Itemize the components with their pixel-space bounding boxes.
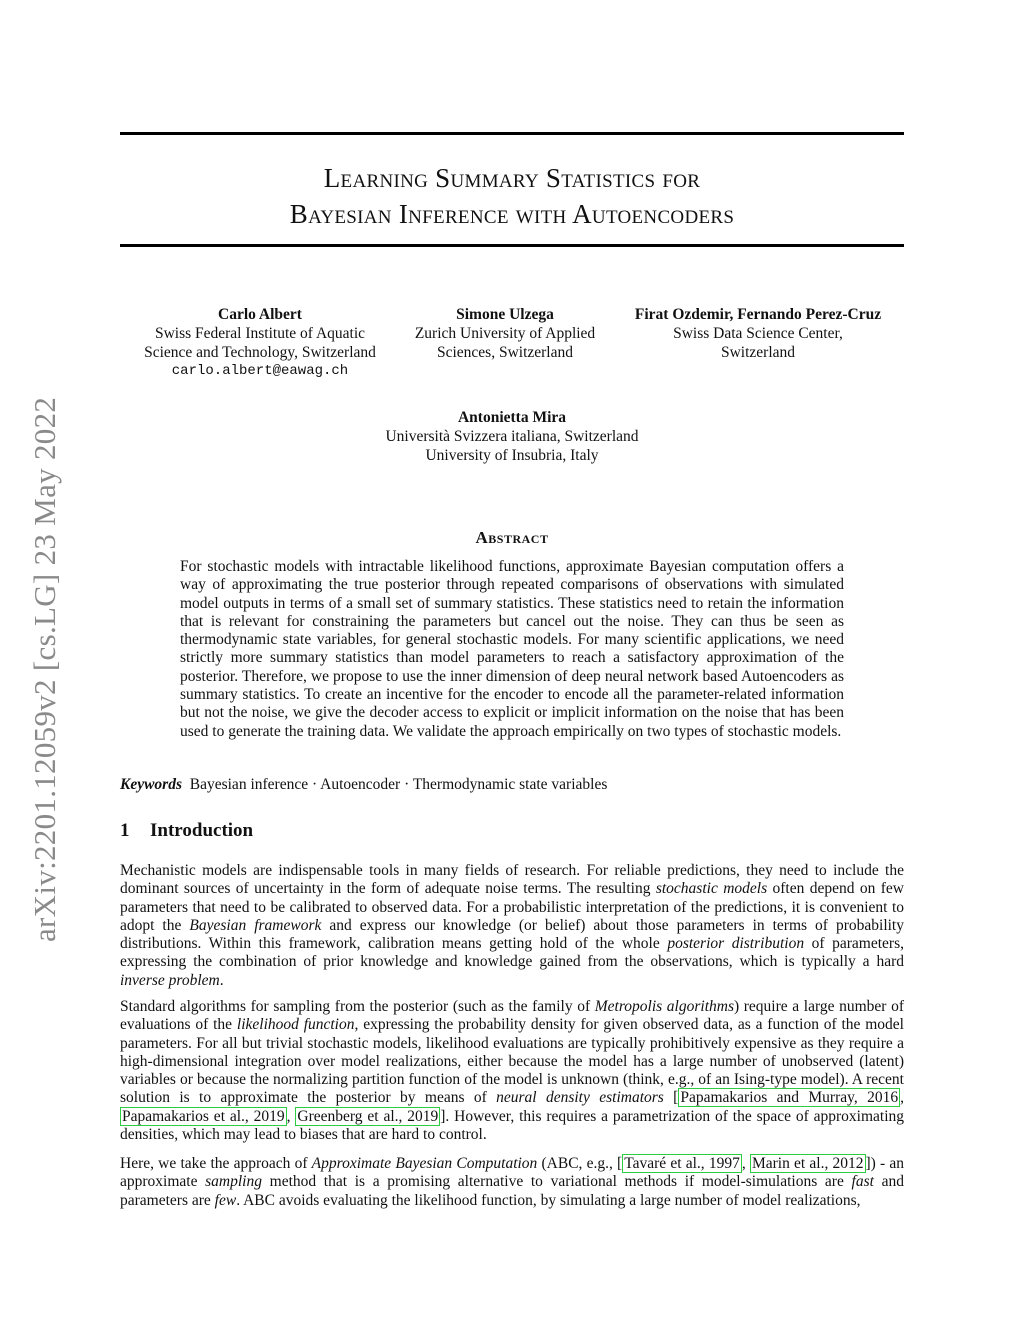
- abstract-text: For stochastic models with intractable likelihood functions, approximate Bayesian computation offers a way of approximating the true posterior through repeated comparisons of observations with simulated model outputs in terms of a small set of summary statistics. These statistics need to retain the information that is relevant for constraining the parameters but cancel out the noise. They can thus be seen as thermodynamic state variables, for general stochastic models. For many scientific applications, we need strictly more summary statistics than model parameters to reach a satisfactory approximation of the posterior. Therefore, we propose to use the inner dimension of deep neural network based Autoencoders as summary statistics. To create an incentive for the encoder to encode all the parameter-related information but not the noise, we give the decoder access to explicit or implicit information on the noise that has been used to generate the training data. We validate the approach empirically on two types of stochastic models.: [180, 558, 844, 740]
- section-heading: [120, 820, 253, 842]
- intro-paragraph-1: Mechanistic models are indispensable tools in many fields of research. For reliable predictions, they need to include the dominant sources of uncertainty in the form of adequate noise terms. The resulting stochastic models often depend on few parameters that need to be calibrated to observed data. For a probabilistic interpretation of the predictions, it is convenient to adopt the Bayesian framework and express our knowledge (or belief) about those parameters in terms of probability distributions. Within this framework, calibration means getting hold of the whole posterior distribution of parameters, expressing the combination of prior knowledge and knowledge gained from the observations, which is typically a hard inverse problem.: [120, 862, 904, 989]
- author-affiliation: Sciences, Switzerland: [436, 344, 573, 361]
- title-line-2: Bayesian Inference with Autoencoders: [289, 199, 735, 229]
- title-bottom-rule: [120, 244, 904, 247]
- author-name: Firat Ozdemir, Fernando Perez-Cruz: [634, 306, 882, 323]
- author-affiliation: Science and Technology, Switzerland: [144, 344, 376, 361]
- author-affiliation: Università Svizzera italiana, Switzerland: [385, 428, 639, 445]
- author-block-3: [618, 305, 898, 362]
- paper-title: [120, 160, 904, 232]
- author-affiliation: Swiss Data Science Center,: [673, 325, 843, 342]
- author-name: Antonietta Mira: [457, 409, 567, 426]
- author-name: Carlo Albert: [218, 306, 302, 323]
- author-block-1: [130, 305, 390, 381]
- citation-link[interactable]: Marin et al., 2012: [751, 1155, 864, 1172]
- author-name: Simone Ulzega: [456, 306, 554, 323]
- keywords-label: Keywords: [120, 776, 182, 793]
- author-block-4: [312, 408, 712, 465]
- author-affiliation: University of Insubria, Italy: [425, 447, 599, 464]
- citation-link[interactable]: Greenberg et al., 2019: [297, 1107, 439, 1125]
- author-email[interactable]: carlo.albert@eawag.ch: [171, 363, 349, 379]
- author-affiliation: Zurich University of Applied: [414, 325, 596, 342]
- abstract-heading: Abstract: [475, 528, 549, 547]
- author-block-2: [395, 305, 615, 362]
- section-number: 1: [120, 820, 130, 841]
- title-line-1: Learning Summary Statistics for: [323, 163, 701, 193]
- keywords-text: Bayesian inference · Autoencoder · Thermodynamic state variables: [189, 776, 608, 793]
- arxiv-identifier: arXiv:2201.12059v2 [cs.LG] 23 May 2022: [27, 396, 62, 942]
- intro-paragraph-3: Here, we take the approach of Approximate Bayesian Computation (ABC, e.g., [ Tavaré et al., 1997 , Marin et al., 2012 ]) - an approximate sampling method that is a promising alternative to variational methods if model-simulations are fast and parameters are few. ABC avoids evaluating the likelihood function, by simulating a large number of model realizations,: [120, 1155, 905, 1209]
- keywords-line: [120, 776, 904, 794]
- citation-link[interactable]: Tavaré et al., 1997: [624, 1155, 740, 1172]
- title-top-rule: [120, 132, 904, 135]
- intro-paragraph-2: Standard algorithms for sampling from the posterior (such as the family of Metropolis algorithms) require a large number of evaluations of the likelihood function, expressing the probability density for given observed data, as a function of the model parameters. For all but trivial stochastic models, likelihood evaluations are typically prohibitively expensive as they require a high-dimensional integration over model realizations, either because the model has a large number of unobserved (latent) variables or because the normalizing partition function of the model is unknown (think, e.g., of an Ising-type model). A recent solution is to approximate the posterior by means of neural density estimators [ Papamakarios and Murray, 2016 , Papamakarios et al., 2019 , Greenberg et al., 2019 ]. However, this requires a parametrization of the space of approximating densities, which may lead to biases that are hard to control.: [120, 998, 905, 1144]
- author-affiliation: Switzerland: [720, 344, 796, 361]
- citation-link[interactable]: Papamakarios et al., 2019: [122, 1107, 285, 1125]
- author-affiliation: Swiss Federal Institute of Aquatic: [154, 325, 366, 342]
- citation-link[interactable]: Papamakarios and Murray, 2016: [680, 1089, 899, 1107]
- section-title: Introduction: [150, 820, 254, 841]
